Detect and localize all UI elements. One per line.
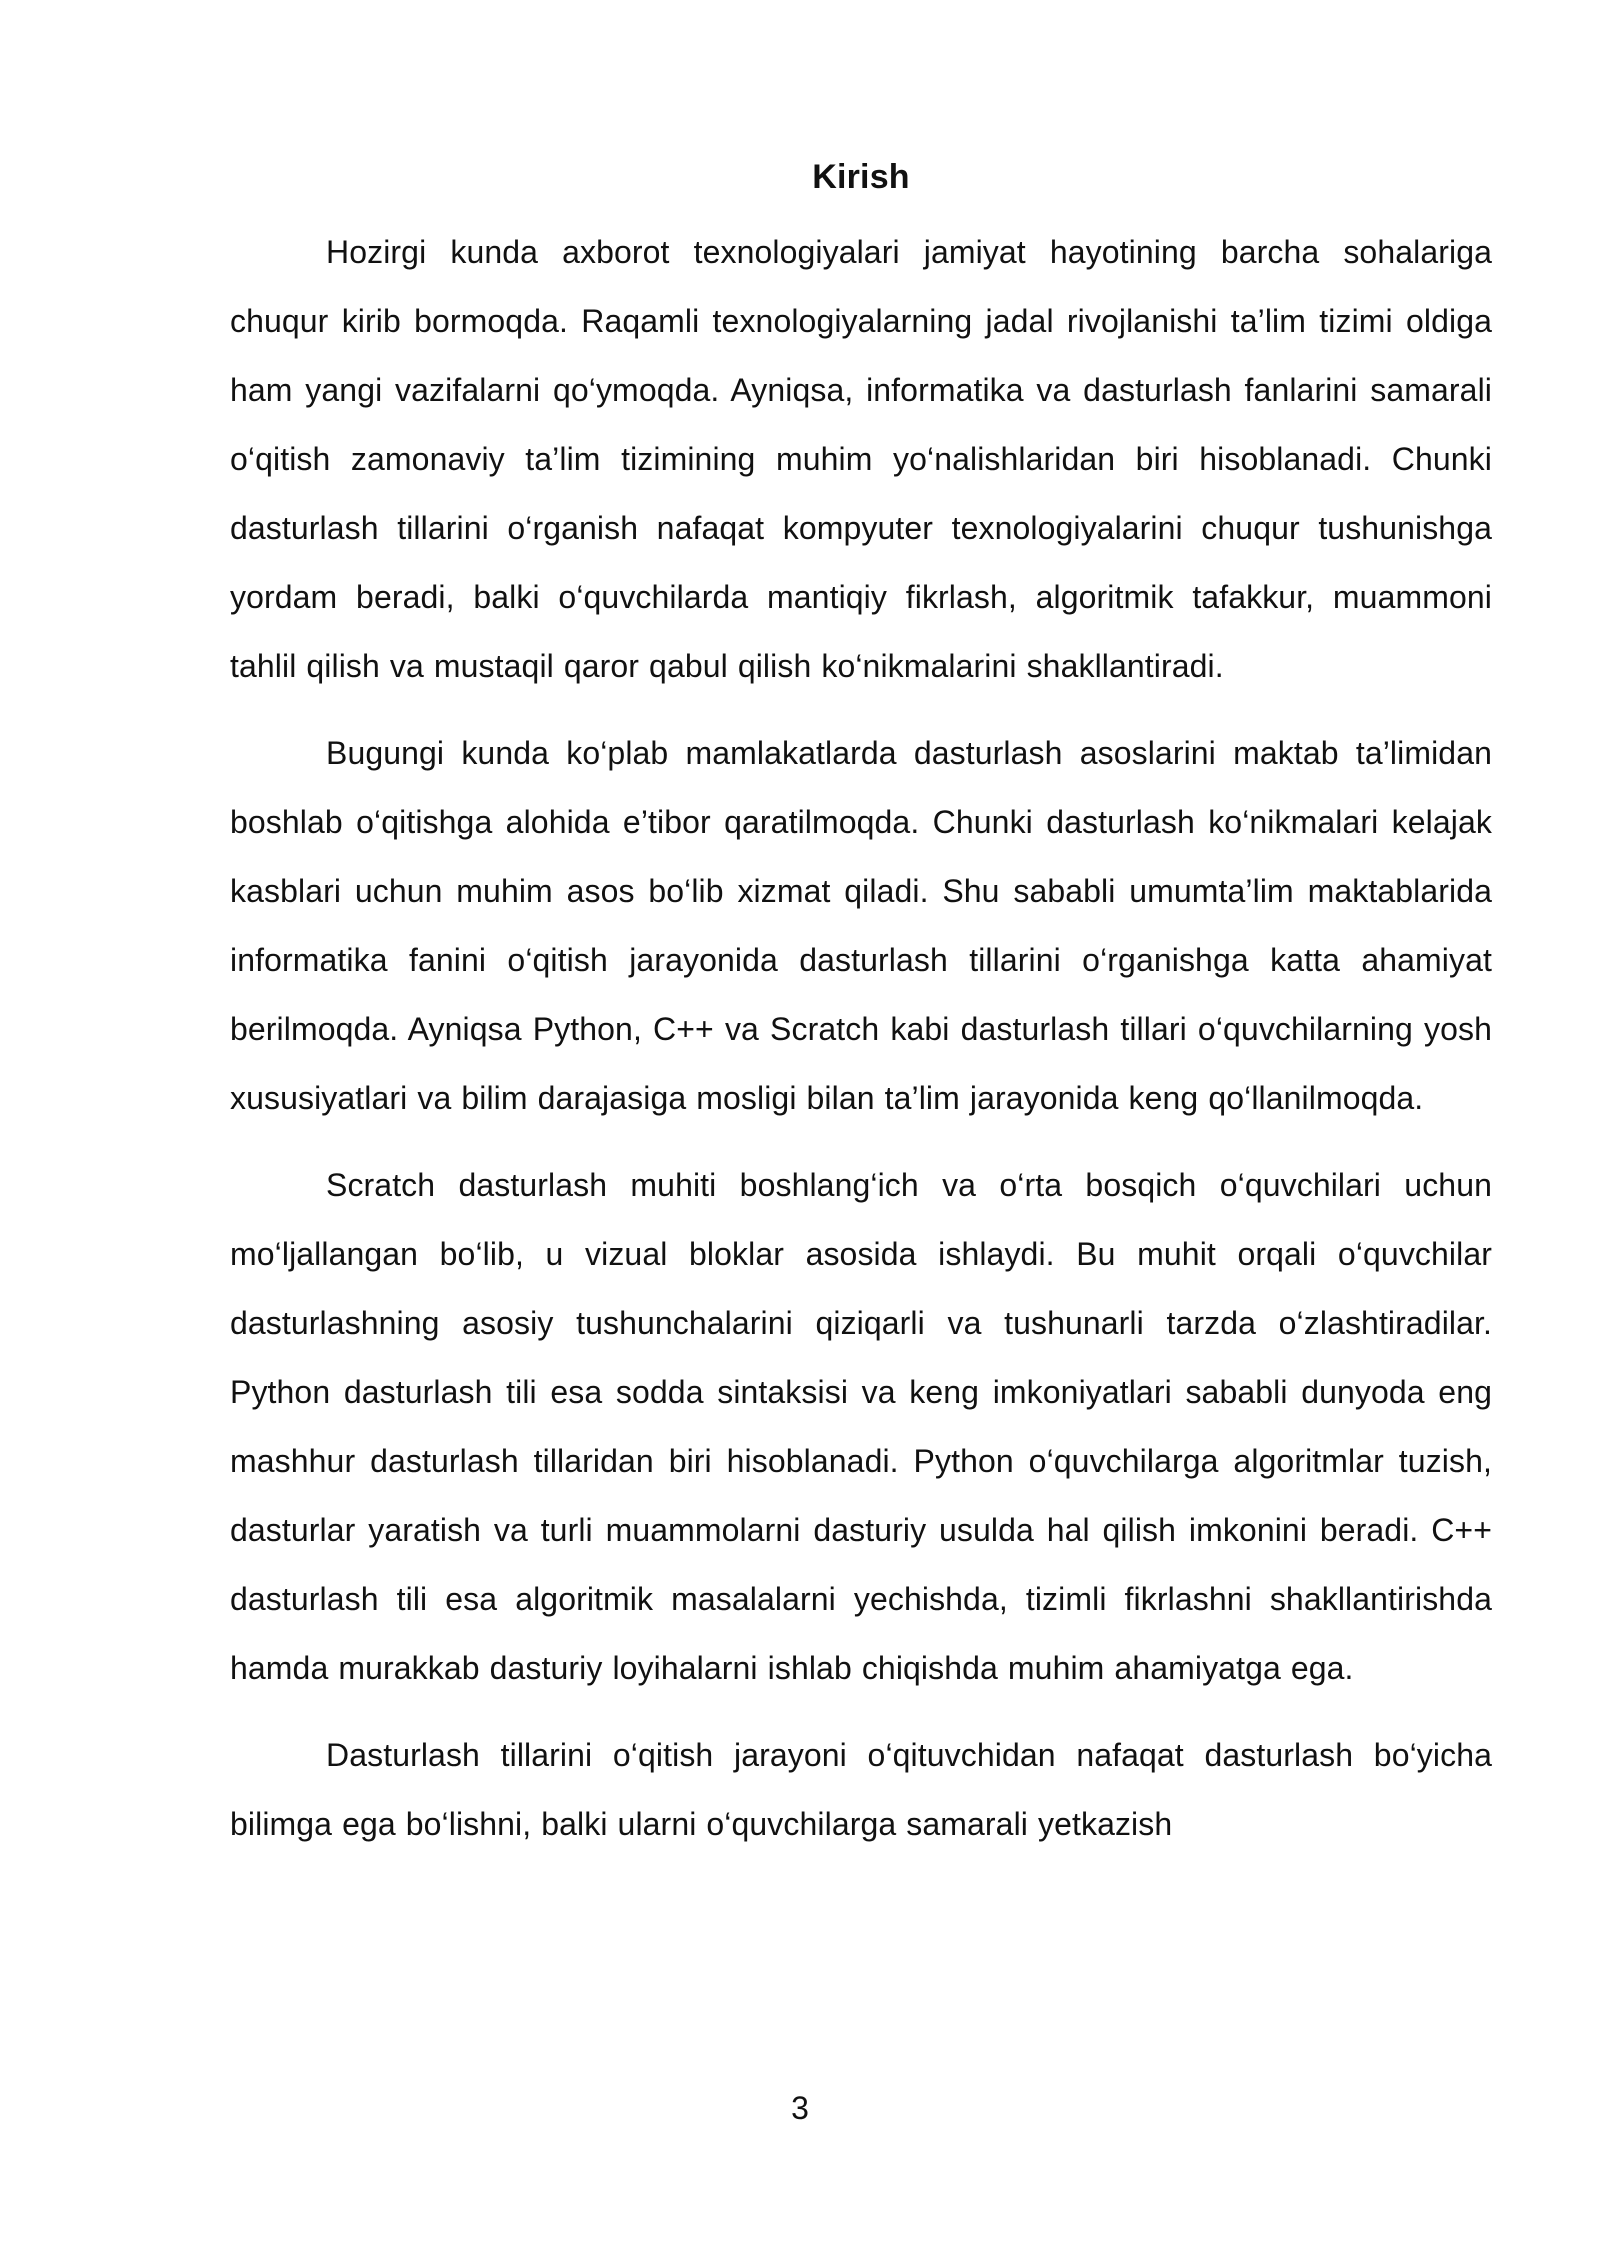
page-number: 3 <box>791 2090 809 2126</box>
paragraph-2: Bugungi kunda ko‘plab mamlakatlarda dasturlash asoslarini maktab ta’limidan boshlab o‘qitishga alohida e’tibor qaratilmoqda. Chunki dasturlash ko‘nikmalari kelajak kasblari uchun muhim asos bo‘lib xizmat qiladi. Shu sababli umumta’lim maktablarida informatika fanini o‘qitish jarayonida dasturlash tillarini o‘rganishga katta ahamiyat berilmoqda. Ayniqsa Python, C++ va Scratch kabi dasturlash tillari o‘quvchilarning yosh xususiyatlari va bilim darajasiga mosligi bilan ta’lim jarayonida keng qo‘llanilmoqda. <box>230 735 1492 1116</box>
paragraph-4: Dasturlash tillarini o‘qitish jarayoni o‘qituvchidan nafaqat dasturlash bo‘yicha bilimga ega bo‘lishni, balki ularni o‘quvchilarga samarali yetkazish <box>230 1737 1492 1842</box>
paragraph-1: Hozirgi kunda axborot texnologiyalari jamiyat hayotining barcha sohalariga chuqur kirib bormoqda. Raqamli texnologiyalarning jadal rivojlanishi ta’lim tizimi oldiga ham yangi vazifalarni qo‘ymoqda. Ayniqsa, informatika va dasturlash fanlarini samarali o‘qitish zamonaviy ta’lim tizimining muhim yo‘nalishlaridan biri hisoblanadi. Chunki dasturlash tillarini o‘rganish nafaqat kompyuter texnologiyalarini chuqur tushunishga yordam beradi, balki o‘quvchilarda mantiqiy fikrlash, algoritmik tafakkur, muammoni tahlil qilish va mustaqil qaror qabul qilish ko‘nikmalarini shakllantiradi. <box>230 234 1492 684</box>
section-title: Kirish <box>812 158 910 196</box>
page-content <box>230 150 1492 1877</box>
paragraph-3: Scratch dasturlash muhiti boshlang‘ich va o‘rta bosqich o‘quvchilari uchun mo‘ljallangan bo‘lib, u vizual bloklar asosida ishlaydi. Bu muhit orqali o‘quvchilar dasturlashning asosiy tushunchalarini qiziqarli va tushunarli tarzda o‘zlashtiradilar. Python dasturlash tili esa sodda sintaksisi va keng imkoniyatlari sababli dunyoda eng mashhur dasturlash tillaridan biri hisoblanadi. Python o‘quvchilarga algoritmlar tuzish, dasturlar yaratish va turli muammolarni dasturiy usulda hal qilish imkonini beradi. C++ dasturlash tili esa algoritmik masalalarni yechishda, tizimli fikrlashni shakllantirishda hamda murakkab dasturiy loyihalarni ishlab chiqishda muhim ahamiyatga ega. <box>230 1167 1492 1686</box>
